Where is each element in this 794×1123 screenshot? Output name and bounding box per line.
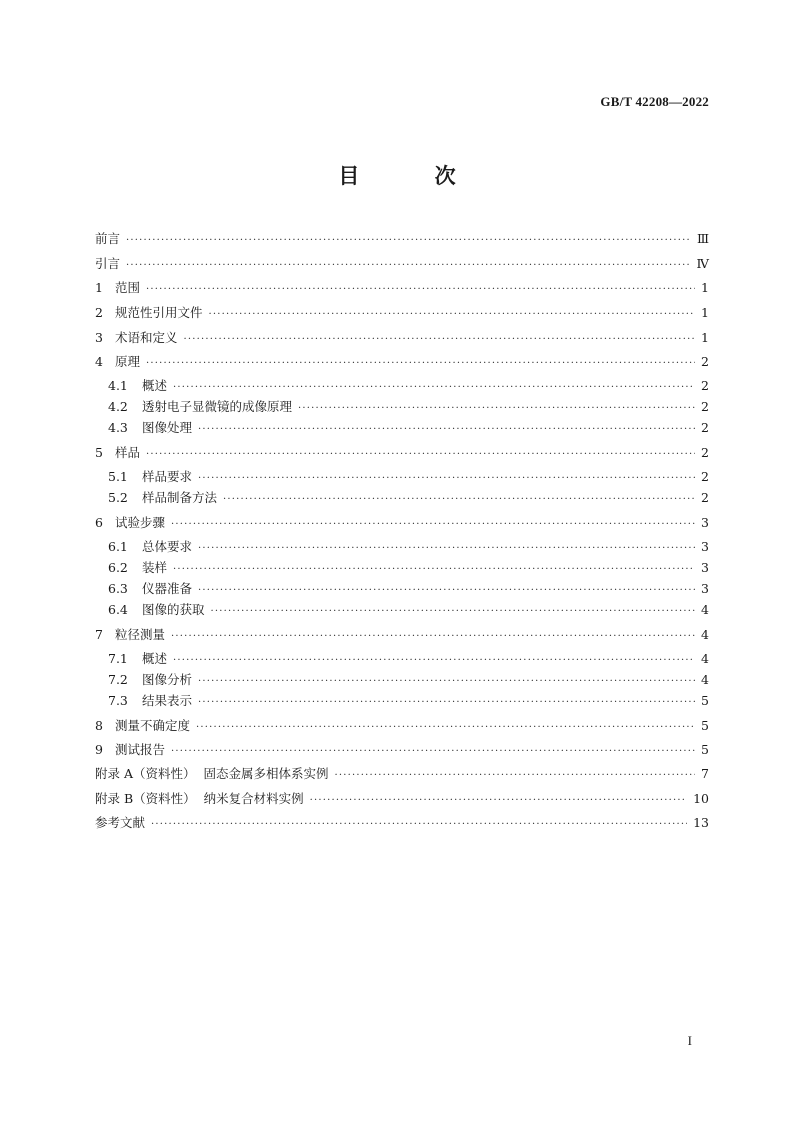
dot-leader	[223, 494, 695, 505]
toc-entry-number: 7.1	[108, 651, 128, 666]
toc-entry-label	[108, 600, 205, 618]
toc-entry-number: 7	[95, 627, 103, 642]
toc-entry-page: 1	[701, 280, 709, 295]
dot-leader	[171, 519, 695, 530]
toc-subsection-link[interactable]	[95, 600, 709, 618]
toc-entry-page: 5	[701, 718, 709, 733]
dot-leader	[198, 676, 695, 687]
standard-code: GB/T 42208—2022	[600, 94, 709, 109]
toc-section-link[interactable]	[95, 716, 709, 734]
toc-entry-label	[95, 303, 203, 321]
toc-subsection-link[interactable]	[95, 376, 709, 394]
toc-entry-page: 5	[701, 693, 709, 708]
dot-leader	[184, 334, 695, 345]
toc-entry-page: Ⅲ	[696, 231, 709, 246]
toc-entry-page: 4	[701, 602, 709, 617]
toc-entry-page: 10	[693, 791, 709, 806]
toc-section-link[interactable]	[95, 254, 709, 272]
toc-entry-label	[108, 488, 217, 506]
toc-entry-title: 附录 B（资料性） 纳米复合材料实例	[95, 791, 304, 806]
page-title: 目 次	[338, 164, 490, 188]
toc-entry-label	[108, 649, 167, 667]
dot-leader	[146, 284, 695, 295]
toc-subsection-link[interactable]	[95, 467, 709, 485]
toc-entry-title: 图像的获取	[142, 602, 205, 617]
toc-entry-title: 仪器准备	[142, 581, 193, 596]
toc-entry-page: 7	[701, 766, 709, 781]
dot-leader	[198, 473, 695, 484]
toc-entry-label	[95, 764, 328, 782]
toc-entry-number: 1	[95, 280, 103, 295]
dot-leader	[310, 795, 687, 806]
toc-entry-label	[95, 278, 140, 296]
toc-section-link[interactable]	[95, 740, 709, 758]
toc-entry-title: 测试报告	[115, 742, 166, 757]
toc-entry-title: 规范性引用文件	[115, 305, 203, 320]
toc-entry-title: 样品制备方法	[142, 490, 218, 505]
dot-leader	[171, 631, 695, 642]
toc-entry-label	[108, 376, 167, 394]
toc-entry-page: 13	[693, 815, 709, 830]
dot-leader	[298, 403, 695, 414]
toc-entry-label	[95, 513, 165, 531]
toc-entry-number: 3	[95, 330, 103, 345]
dot-leader	[173, 564, 695, 575]
toc-entry-title: 试验步骤	[115, 515, 166, 530]
toc-entry-label	[108, 397, 292, 415]
toc-entry-page: 3	[701, 515, 709, 530]
toc-entry-page: Ⅳ	[696, 256, 709, 271]
toc-entry-number: 5.1	[108, 469, 128, 484]
toc-entry-label	[108, 418, 192, 436]
toc-subsection-link[interactable]	[95, 418, 709, 436]
toc-entry-label	[95, 716, 190, 734]
toc-entry-title: 概述	[142, 378, 168, 393]
toc-entry-title: 粒径测量	[115, 627, 166, 642]
dot-leader	[171, 746, 695, 757]
dot-leader	[173, 382, 695, 393]
toc-entry-title: 装样	[142, 560, 168, 575]
toc-entry-label	[95, 813, 145, 831]
toc-entry-title: 概述	[142, 651, 168, 666]
toc-section-link[interactable]	[95, 764, 709, 782]
dot-leader	[198, 585, 695, 596]
toc-entry-title: 引言	[95, 256, 121, 271]
toc-subsection-link[interactable]	[95, 537, 709, 555]
toc-section-link[interactable]	[95, 278, 709, 296]
toc-subsection-link[interactable]	[95, 579, 709, 597]
toc-entry-label	[95, 443, 140, 461]
toc-entry-label	[95, 789, 304, 807]
toc-entry-number: 7.3	[108, 693, 128, 708]
toc-entry-title: 图像分析	[142, 672, 193, 687]
toc-entry-title: 总体要求	[142, 539, 193, 554]
toc-entry-title: 透射电子显微镜的成像原理	[142, 399, 293, 414]
dot-leader	[126, 235, 691, 246]
toc-entry-number: 8	[95, 718, 103, 733]
toc-entry-title: 结果表示	[142, 693, 193, 708]
toc-section-link[interactable]	[95, 303, 709, 321]
dot-leader	[146, 449, 695, 460]
toc-entry-page: 3	[701, 560, 709, 575]
toc-entry-number: 9	[95, 742, 103, 757]
toc-entry-number: 4	[95, 354, 103, 369]
dot-leader	[198, 697, 695, 708]
toc-subsection-link[interactable]	[95, 558, 709, 576]
dot-leader	[198, 424, 695, 435]
toc-entry-label	[95, 352, 140, 370]
toc-entry-label	[108, 670, 192, 688]
toc-section-link[interactable]	[95, 813, 709, 831]
toc-entry-page: 2	[701, 469, 709, 484]
toc-entry-page: 2	[701, 354, 709, 369]
toc-entry-page: 2	[701, 420, 709, 435]
toc-section-link[interactable]	[95, 352, 709, 370]
toc-entry-title: 原理	[115, 354, 141, 369]
toc-entry-number: 6.1	[108, 539, 128, 554]
toc-entry-title: 测量不确定度	[115, 718, 191, 733]
toc-entry-number: 2	[95, 305, 103, 320]
dot-leader	[198, 543, 695, 554]
toc-entry-title: 术语和定义	[115, 330, 178, 345]
toc-entry-number: 5.2	[108, 490, 128, 505]
toc-entry-label	[95, 229, 120, 247]
toc-section-link[interactable]	[95, 443, 709, 461]
toc-entry-label	[108, 558, 167, 576]
page-number: I	[687, 1033, 692, 1048]
toc-entry-label	[95, 328, 178, 346]
toc-entry-page: 3	[701, 581, 709, 596]
toc-entry-number: 4.2	[108, 399, 128, 414]
toc-subsection-link[interactable]	[95, 670, 709, 688]
toc-entry-title: 参考文献	[95, 815, 146, 830]
toc-entry-page: 2	[701, 490, 709, 505]
toc-entry-title: 图像处理	[142, 420, 193, 435]
dot-leader	[196, 722, 695, 733]
toc-entry-page: 4	[701, 672, 709, 687]
toc-entry-number: 6.4	[108, 602, 128, 617]
dot-leader	[151, 819, 687, 830]
dot-leader	[209, 309, 695, 320]
toc-entry-label	[95, 625, 165, 643]
dot-leader	[173, 655, 695, 666]
toc-entry-number: 4.3	[108, 420, 128, 435]
toc-entry-number: 6	[95, 515, 103, 530]
toc-section-link[interactable]	[95, 789, 709, 807]
toc-section-link[interactable]	[95, 513, 709, 531]
dot-leader	[126, 260, 690, 271]
toc-section-link[interactable]	[95, 625, 709, 643]
toc-entry-title: 范围	[115, 280, 141, 295]
toc-entry-page: 4	[701, 627, 709, 642]
toc-entry-page: 2	[701, 399, 709, 414]
toc-subsection-link[interactable]	[95, 397, 709, 415]
toc-section-link[interactable]	[95, 328, 709, 346]
toc-entry-title: 样品	[115, 445, 141, 460]
toc-entry-label	[95, 740, 165, 758]
toc-section-link[interactable]	[95, 229, 709, 247]
toc-entry-label	[108, 537, 192, 555]
toc-entry-number: 6.3	[108, 581, 128, 596]
toc-entry-page: 4	[701, 651, 709, 666]
toc-entry-page: 2	[701, 378, 709, 393]
toc-entry-page: 1	[701, 305, 709, 320]
dot-leader	[211, 606, 695, 617]
toc-entry-label	[108, 467, 192, 485]
toc-entry-label	[95, 254, 120, 272]
toc-entry-title: 前言	[95, 231, 121, 246]
toc-entry-number: 5	[95, 445, 103, 460]
toc-entry-title: 样品要求	[142, 469, 193, 484]
toc-subsection-link[interactable]	[95, 488, 709, 506]
toc-subsection-link[interactable]	[95, 649, 709, 667]
toc-entry-page: 2	[701, 445, 709, 460]
toc-entry-page: 5	[701, 742, 709, 757]
toc-subsection-link[interactable]	[95, 691, 709, 709]
toc-entry-number: 7.2	[108, 672, 128, 687]
toc-entry-page: 1	[701, 330, 709, 345]
toc-entry-label	[108, 579, 192, 597]
toc-entry-number: 4.1	[108, 378, 128, 393]
toc-entry-number: 6.2	[108, 560, 128, 575]
toc-entry-label	[108, 691, 192, 709]
toc-entry-page: 3	[701, 539, 709, 554]
dot-leader	[334, 770, 695, 781]
dot-leader	[146, 358, 695, 369]
toc-entry-title: 附录 A（资料性） 固态金属多相体系实例	[95, 766, 329, 781]
